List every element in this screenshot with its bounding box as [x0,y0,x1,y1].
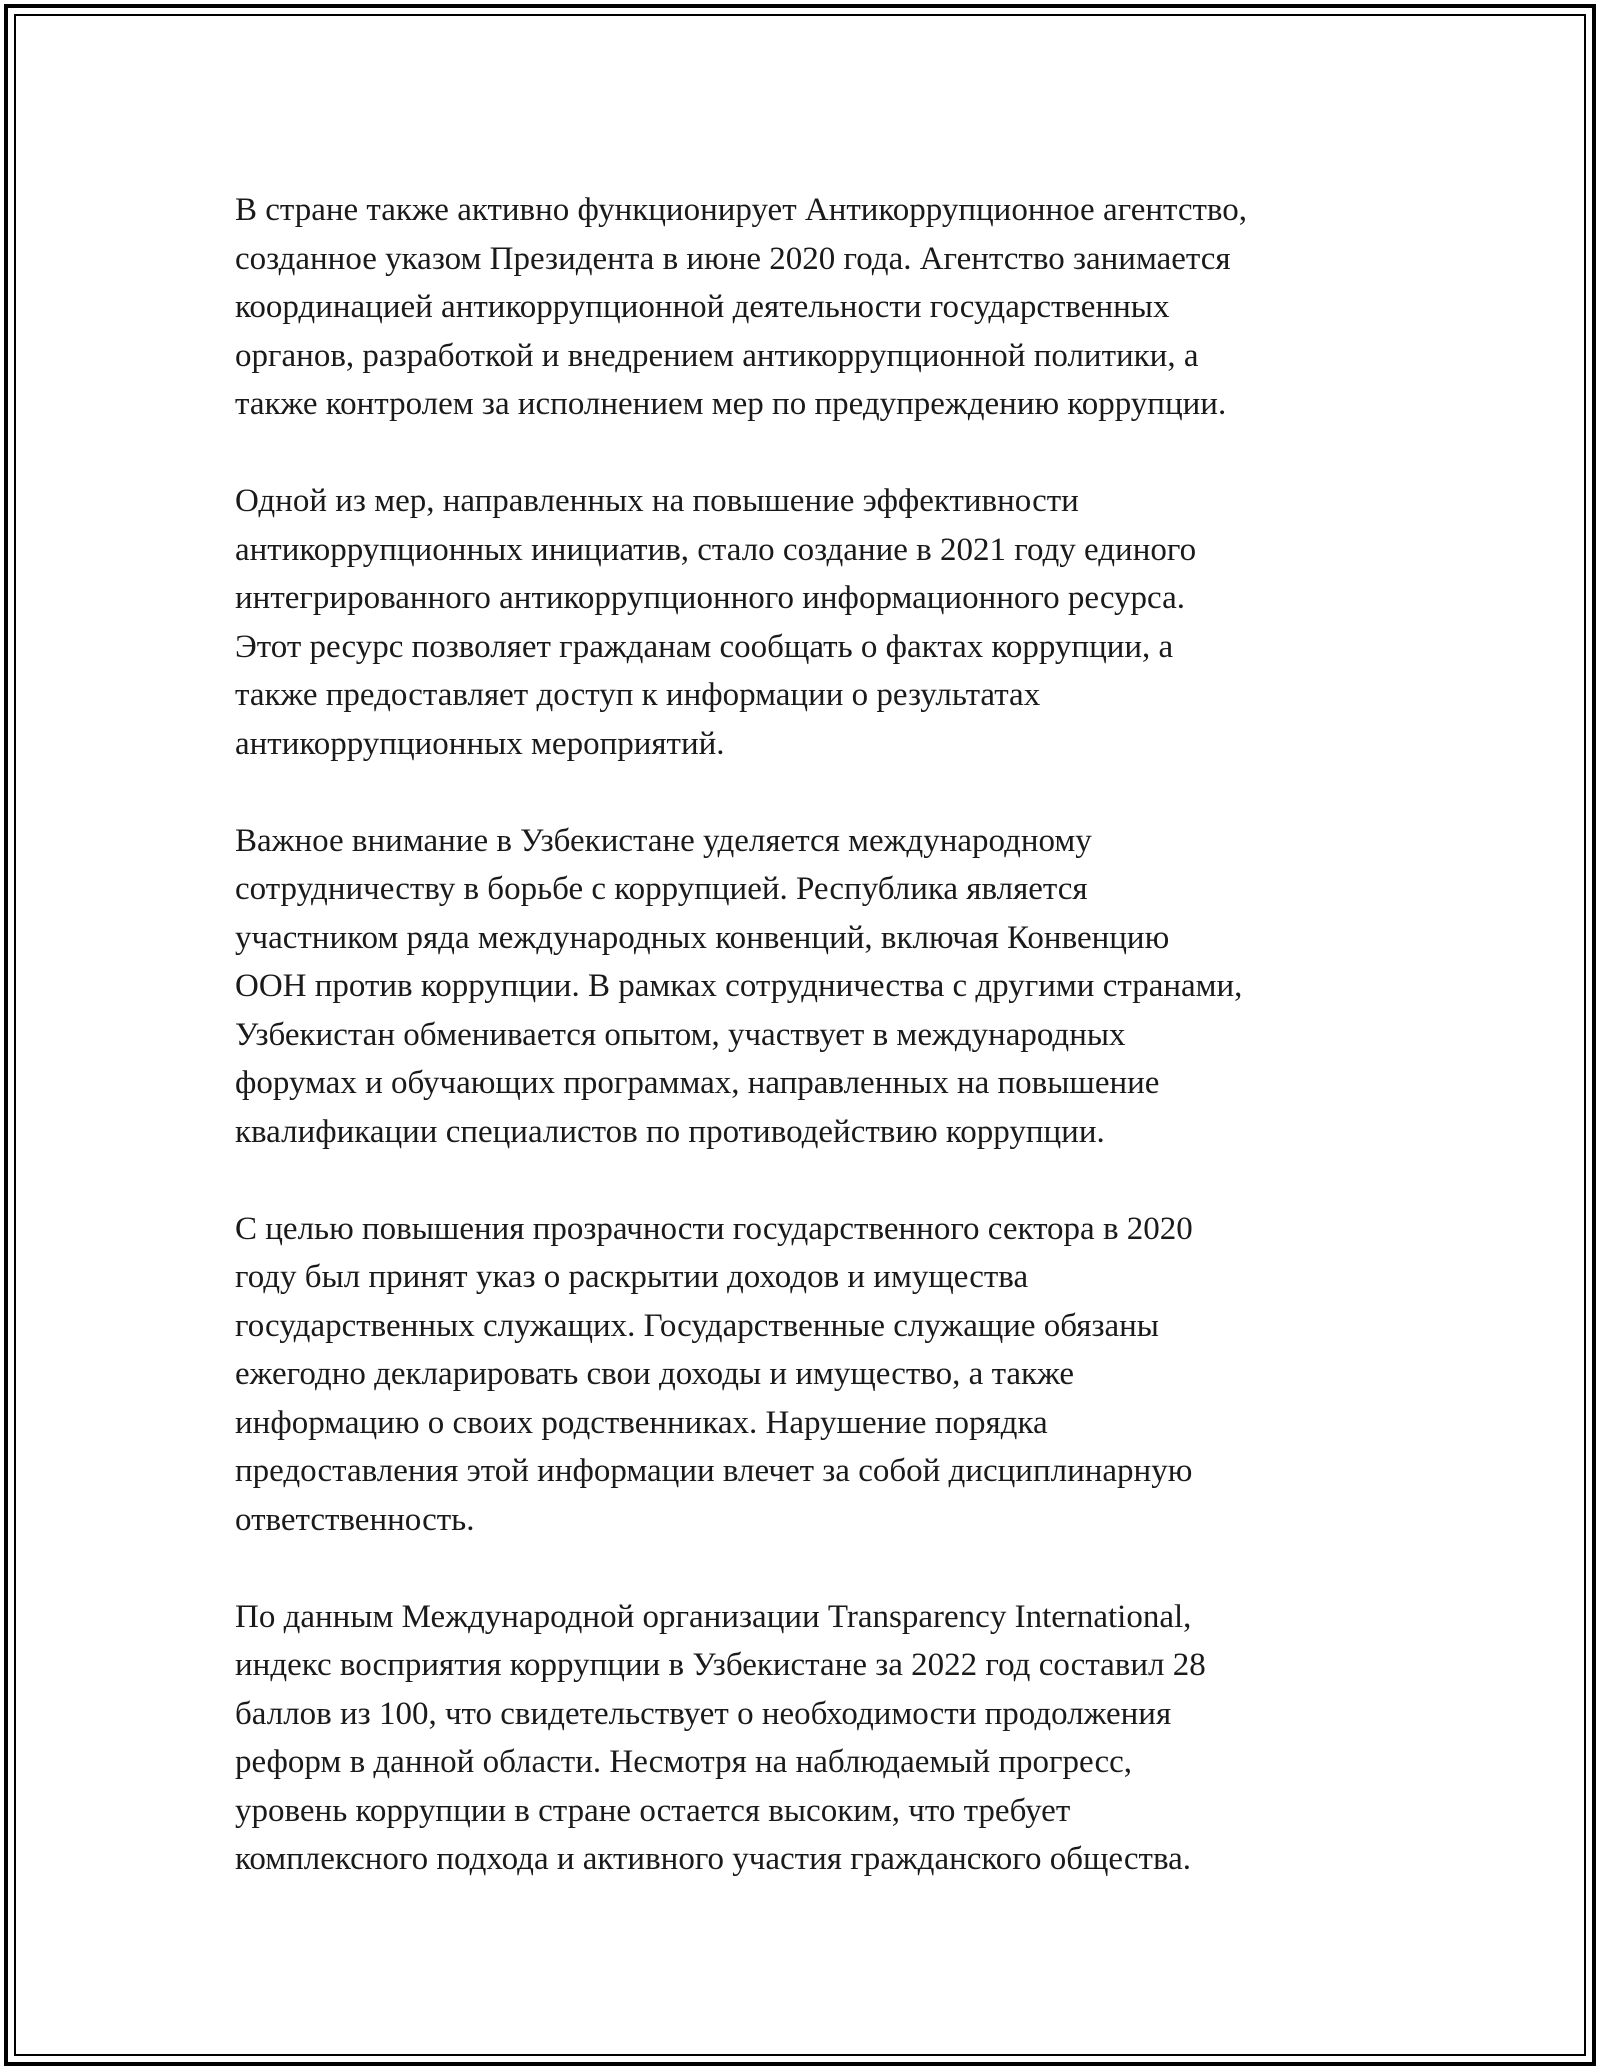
paragraph-anticorruption-agency: В стране также активно функционирует Антикоррупционное агентство, созданное указом Президента в июне 2020 года. Агентство занимается координацией антикоррупционной деятельности государственных органов, разработкой и внедрением антикоррупционной политики, а также контролем за исполнением мер по предупреждению коррупции. [235,192,1248,422]
paragraph-income-disclosure: С целью повышения прозрачности государственного сектора в 2020 году был принят указ о раскрытии доходов и имущества государственных служащих. Государственные служащие обязаны ежегодно декларировать свои доходы и имущество, а также информацию о своих родственниках. Нарушение порядка предоставления этой информации влечет за собой дисциплинарную ответственность. [235,1210,1193,1538]
document-body [235,186,1385,1884]
paragraph-corruption-index: По данным Международной организации Transparency International, индекс восприятия коррупции в Узбекистане за 2022 год составил 28 баллов из 100, что свидетельствует о необходимости продолжения реформ в данной области. Несмотря на наблюдаемый прогресс, уровень коррупции в стране остается высоким, что требует комплексного подхода и активного участия гражданского общества. [235,1598,1206,1877]
paragraph-information-resource: Одной из мер, направленных на повышение эффективности антикоррупционных инициатив, стало создание в 2021 году единого интегрированного антикоррупционного информационного ресурса. Этот ресурс позволяет гражданам сообщать о фактах коррупции, а также предоставляет доступ к информации о результатах антикоррупционных мероприятий. [235,483,1197,762]
paragraph-international-cooperation: Важное внимание в Узбекистане уделяется международному сотрудничеству в борьбе с коррупцией. Республика является участником ряда международных конвенций, включая Конвенцию ООН против коррупции. В рамках сотрудничества с другими странами, Узбекистан обменивается опытом, участвует в международных форумах и обучающих программах, направленных на повышение квалификации специалистов по противодействию коррупции. [235,822,1243,1150]
